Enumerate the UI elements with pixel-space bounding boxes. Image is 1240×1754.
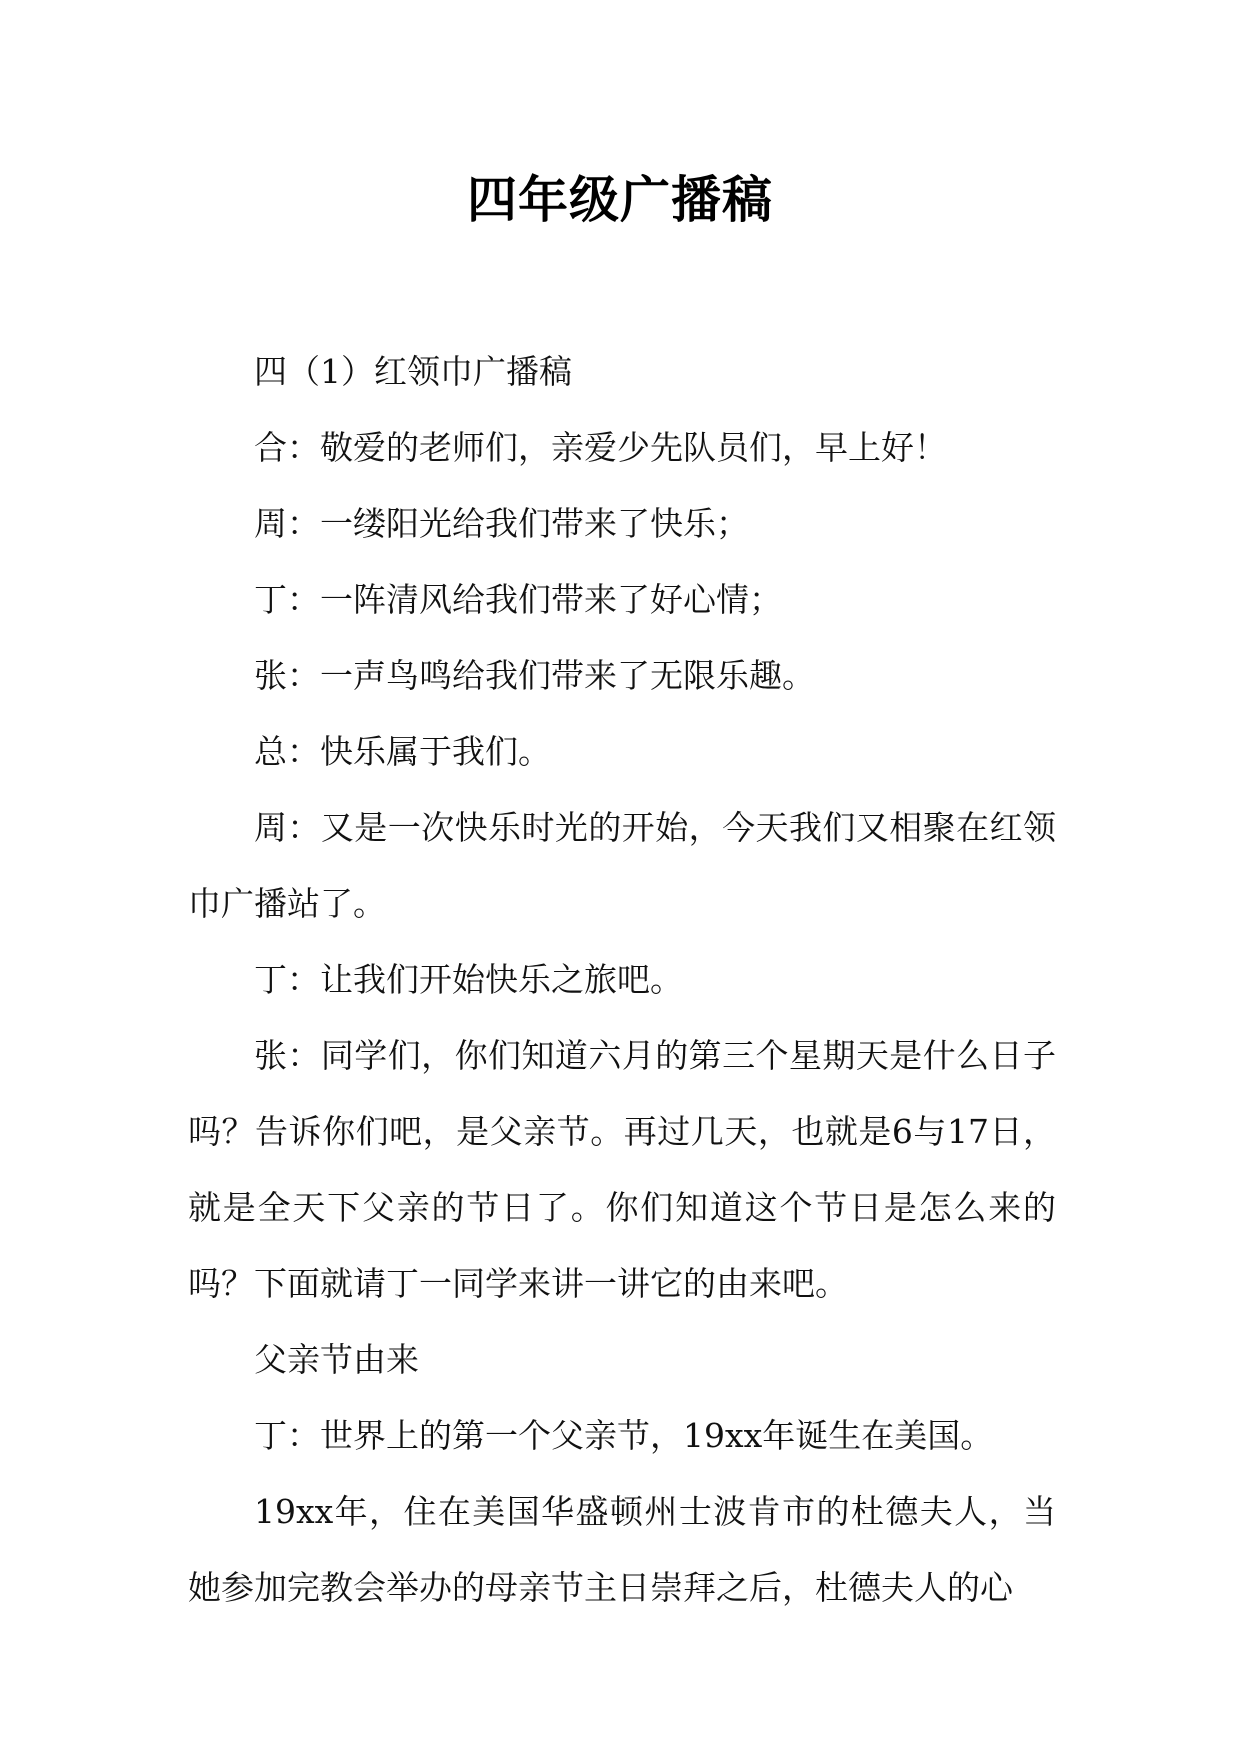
section-heading: 父亲节由来 bbox=[254, 1340, 419, 1379]
paragraph: 张：一声鸟鸣给我们带来了无限乐趣。 bbox=[254, 656, 815, 695]
paragraph: 丁：让我们开始快乐之旅吧。 bbox=[254, 960, 683, 999]
document-title: 四年级广播稿 bbox=[467, 170, 773, 229]
paragraph: 总：快乐属于我们。 bbox=[254, 732, 551, 771]
paragraph: 丁：一阵清风给我们带来了好心情； bbox=[254, 580, 782, 619]
paragraph: 19xx年，住在美国华盛顿州士波肯市的杜德夫人，当她参加完教会举办的母亲节主日崇拜之后，杜德夫人的心 bbox=[188, 1492, 1056, 1607]
paragraph-heading: 四（1）红领巾广播稿 bbox=[254, 352, 572, 391]
paragraph: 丁：世界上的第一个父亲节，19xx年诞生在美国。 bbox=[254, 1416, 994, 1455]
paragraph: 周：又是一次快乐时光的开始，今天我们又相聚在红领巾广播站了。 bbox=[188, 808, 1056, 923]
document-body bbox=[188, 334, 1056, 1626]
paragraph: 张：同学们，你们知道六月的第三个星期天是什么日子吗？告诉你们吧，是父亲节。再过几天，也就是6与17日，就是全天下父亲的节日了。你们知道这个节日是怎么来的吗？下面就请丁一同学来讲一讲它的由来吧。 bbox=[188, 1036, 1056, 1303]
paragraph: 周：一缕阳光给我们带来了快乐； bbox=[254, 504, 749, 543]
paragraph: 合：敬爱的老师们，亲爱少先队员们，早上好！ bbox=[254, 428, 947, 467]
